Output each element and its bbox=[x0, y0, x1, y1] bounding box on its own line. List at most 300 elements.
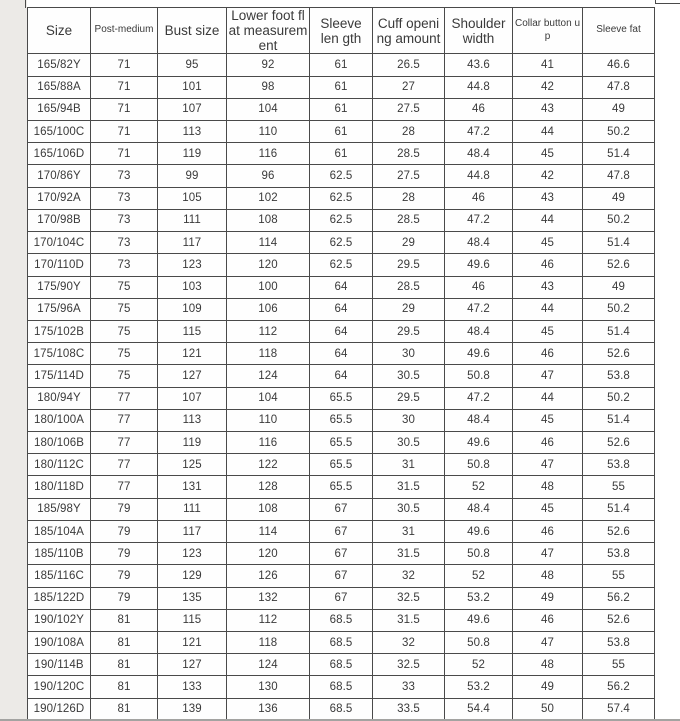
table-cell-post-medium: 71 bbox=[91, 54, 158, 76]
table-cell-bust-size: 123 bbox=[158, 254, 227, 276]
table-cell-sleeve-length: 67 bbox=[310, 587, 373, 609]
table-row bbox=[28, 565, 655, 587]
table-cell-bust-size: 119 bbox=[158, 432, 227, 454]
table-cell-bust-size: 115 bbox=[158, 320, 227, 342]
table-cell-size: 175/114D bbox=[28, 365, 91, 387]
table-cell-cuff-opening: 29 bbox=[373, 298, 445, 320]
table-cell-collar-button-up: 48 bbox=[513, 565, 583, 587]
table-cell-lower-foot: 114 bbox=[227, 520, 310, 542]
table-cell-sleeve-length: 68.5 bbox=[310, 654, 373, 676]
table-cell-sleeve-length: 61 bbox=[310, 143, 373, 165]
table-cell-collar-button-up: 47 bbox=[513, 632, 583, 654]
table-cell-size: 180/100A bbox=[28, 409, 91, 431]
table-row bbox=[28, 698, 655, 720]
table-cell-shoulder-width: 47.2 bbox=[445, 387, 513, 409]
table-cell-sleeve-fat: 49 bbox=[583, 276, 655, 298]
table-cell-sleeve-length: 64 bbox=[310, 320, 373, 342]
table-cell-shoulder-width: 46 bbox=[445, 276, 513, 298]
table-header bbox=[28, 8, 655, 54]
table-cell-cuff-opening: 33.5 bbox=[373, 698, 445, 720]
table-cell-cuff-opening: 29.5 bbox=[373, 320, 445, 342]
table-cell-shoulder-width: 48.4 bbox=[445, 498, 513, 520]
table-cell-lower-foot: 116 bbox=[227, 143, 310, 165]
table-cell-shoulder-width: 49.6 bbox=[445, 609, 513, 631]
table-cell-bust-size: 117 bbox=[158, 520, 227, 542]
table-cell-shoulder-width: 44.8 bbox=[445, 165, 513, 187]
table-cell-shoulder-width: 50.8 bbox=[445, 365, 513, 387]
table-cell-cuff-opening: 28 bbox=[373, 120, 445, 142]
table-cell-cuff-opening: 30.5 bbox=[373, 365, 445, 387]
table-cell-shoulder-width: 46 bbox=[445, 98, 513, 120]
table-cell-post-medium: 75 bbox=[91, 298, 158, 320]
table-cell-shoulder-width: 49.6 bbox=[445, 343, 513, 365]
table-row bbox=[28, 498, 655, 520]
table-cell-collar-button-up: 45 bbox=[513, 143, 583, 165]
table-cell-lower-foot: 120 bbox=[227, 543, 310, 565]
table-cell-post-medium: 77 bbox=[91, 432, 158, 454]
table-cell-lower-foot: 112 bbox=[227, 320, 310, 342]
table-cell-size: 180/112C bbox=[28, 454, 91, 476]
table-cell-sleeve-fat: 52.6 bbox=[583, 520, 655, 542]
table-cell-sleeve-fat: 51.4 bbox=[583, 232, 655, 254]
table-cell-sleeve-fat: 51.4 bbox=[583, 143, 655, 165]
table-cell-post-medium: 77 bbox=[91, 454, 158, 476]
left-margin bbox=[0, 0, 27, 721]
table-cell-bust-size: 127 bbox=[158, 654, 227, 676]
table-cell-post-medium: 71 bbox=[91, 98, 158, 120]
table-cell-bust-size: 135 bbox=[158, 587, 227, 609]
table-cell-sleeve-fat: 52.6 bbox=[583, 254, 655, 276]
table-row bbox=[28, 276, 655, 298]
table-cell-bust-size: 121 bbox=[158, 343, 227, 365]
table-cell-cuff-opening: 33 bbox=[373, 676, 445, 698]
table-cell-lower-foot: 124 bbox=[227, 654, 310, 676]
table-cell-size: 180/94Y bbox=[28, 387, 91, 409]
table-cell-sleeve-fat: 52.6 bbox=[583, 343, 655, 365]
table-cell-post-medium: 77 bbox=[91, 409, 158, 431]
table-cell-collar-button-up: 46 bbox=[513, 254, 583, 276]
header-row bbox=[28, 8, 655, 54]
size-chart-table bbox=[27, 7, 655, 721]
table-cell-shoulder-width: 53.2 bbox=[445, 587, 513, 609]
table-cell-size: 190/102Y bbox=[28, 609, 91, 631]
table-cell-collar-button-up: 44 bbox=[513, 298, 583, 320]
table-cell-sleeve-fat: 51.4 bbox=[583, 320, 655, 342]
table-cell-sleeve-fat: 53.8 bbox=[583, 365, 655, 387]
table-cell-post-medium: 81 bbox=[91, 676, 158, 698]
table-cell-sleeve-fat: 56.2 bbox=[583, 587, 655, 609]
table-cell-collar-button-up: 46 bbox=[513, 432, 583, 454]
table-cell-lower-foot: 122 bbox=[227, 454, 310, 476]
table-cell-collar-button-up: 46 bbox=[513, 609, 583, 631]
table-cell-size: 165/82Y bbox=[28, 54, 91, 76]
table-cell-post-medium: 81 bbox=[91, 632, 158, 654]
table-row bbox=[28, 454, 655, 476]
column-header-size: Size bbox=[28, 8, 91, 54]
table-cell-post-medium: 75 bbox=[91, 343, 158, 365]
table-cell-size: 190/120C bbox=[28, 676, 91, 698]
column-header-bust-size: Bust size bbox=[158, 8, 227, 54]
table-cell-size: 170/92A bbox=[28, 187, 91, 209]
table-cell-sleeve-length: 68.5 bbox=[310, 609, 373, 631]
table-row bbox=[28, 143, 655, 165]
table-cell-lower-foot: 104 bbox=[227, 98, 310, 120]
table-cell-sleeve-length: 68.5 bbox=[310, 676, 373, 698]
table-cell-collar-button-up: 45 bbox=[513, 409, 583, 431]
table-cell-size: 170/98B bbox=[28, 209, 91, 231]
table-cell-collar-button-up: 50 bbox=[513, 698, 583, 720]
table-cell-collar-button-up: 46 bbox=[513, 520, 583, 542]
table-cell-sleeve-length: 67 bbox=[310, 543, 373, 565]
table-cell-cuff-opening: 31 bbox=[373, 454, 445, 476]
table-cell-size: 190/108A bbox=[28, 632, 91, 654]
table-cell-cuff-opening: 27.5 bbox=[373, 98, 445, 120]
table-row bbox=[28, 298, 655, 320]
table-cell-lower-foot: 126 bbox=[227, 565, 310, 587]
table-cell-sleeve-fat: 53.8 bbox=[583, 543, 655, 565]
table-cell-sleeve-fat: 53.8 bbox=[583, 632, 655, 654]
column-header-post-medium: Post-medium bbox=[91, 8, 158, 54]
table-cell-bust-size: 129 bbox=[158, 565, 227, 587]
table-body bbox=[28, 54, 655, 721]
table-cell-shoulder-width: 47.2 bbox=[445, 209, 513, 231]
table-cell-bust-size: 117 bbox=[158, 232, 227, 254]
table-cell-cuff-opening: 31.5 bbox=[373, 609, 445, 631]
table-cell-lower-foot: 100 bbox=[227, 276, 310, 298]
table-cell-sleeve-fat: 52.6 bbox=[583, 609, 655, 631]
table-row bbox=[28, 654, 655, 676]
table-cell-sleeve-fat: 49 bbox=[583, 187, 655, 209]
table-cell-cuff-opening: 30.5 bbox=[373, 432, 445, 454]
table-cell-sleeve-fat: 52.6 bbox=[583, 432, 655, 454]
table-cell-size: 185/110B bbox=[28, 543, 91, 565]
column-header-collar-button-up: Collar button u p bbox=[513, 8, 583, 54]
table-row bbox=[28, 609, 655, 631]
table-cell-sleeve-length: 67 bbox=[310, 565, 373, 587]
table-cell-bust-size: 131 bbox=[158, 476, 227, 498]
table-cell-sleeve-fat: 50.2 bbox=[583, 120, 655, 142]
table-row bbox=[28, 365, 655, 387]
table-cell-bust-size: 103 bbox=[158, 276, 227, 298]
table-row bbox=[28, 76, 655, 98]
table-cell-post-medium: 79 bbox=[91, 565, 158, 587]
table-cell-collar-button-up: 43 bbox=[513, 98, 583, 120]
table-cell-sleeve-length: 64 bbox=[310, 365, 373, 387]
table-cell-cuff-opening: 28.5 bbox=[373, 276, 445, 298]
table-cell-sleeve-length: 62.5 bbox=[310, 187, 373, 209]
table-cell-collar-button-up: 42 bbox=[513, 76, 583, 98]
table-cell-bust-size: 119 bbox=[158, 143, 227, 165]
table-cell-shoulder-width: 48.4 bbox=[445, 320, 513, 342]
table-row bbox=[28, 632, 655, 654]
table-cell-shoulder-width: 49.6 bbox=[445, 520, 513, 542]
table-cell-sleeve-length: 65.5 bbox=[310, 432, 373, 454]
table-cell-sleeve-length: 61 bbox=[310, 120, 373, 142]
table-cell-collar-button-up: 44 bbox=[513, 209, 583, 231]
table-cell-size: 165/100C bbox=[28, 120, 91, 142]
table-cell-sleeve-fat: 47.8 bbox=[583, 165, 655, 187]
table-cell-cuff-opening: 30 bbox=[373, 409, 445, 431]
table-cell-size: 190/114B bbox=[28, 654, 91, 676]
table-row bbox=[28, 387, 655, 409]
table-row bbox=[28, 165, 655, 187]
table-cell-sleeve-fat: 56.2 bbox=[583, 676, 655, 698]
table-cell-lower-foot: 112 bbox=[227, 609, 310, 631]
table-cell-sleeve-length: 62.5 bbox=[310, 254, 373, 276]
table-cell-lower-foot: 102 bbox=[227, 187, 310, 209]
table-cell-sleeve-fat: 51.4 bbox=[583, 409, 655, 431]
table-cell-size: 180/106B bbox=[28, 432, 91, 454]
table-cell-size: 185/104A bbox=[28, 520, 91, 542]
table-row bbox=[28, 520, 655, 542]
table-cell-size: 180/118D bbox=[28, 476, 91, 498]
table-cell-bust-size: 101 bbox=[158, 76, 227, 98]
table-cell-shoulder-width: 50.8 bbox=[445, 454, 513, 476]
table-cell-sleeve-fat: 46.6 bbox=[583, 54, 655, 76]
table-cell-shoulder-width: 48.4 bbox=[445, 409, 513, 431]
table-cell-bust-size: 107 bbox=[158, 387, 227, 409]
table-cell-size: 165/106D bbox=[28, 143, 91, 165]
table-cell-sleeve-length: 61 bbox=[310, 98, 373, 120]
table-cell-sleeve-length: 65.5 bbox=[310, 387, 373, 409]
table-cell-collar-button-up: 41 bbox=[513, 54, 583, 76]
table-cell-post-medium: 79 bbox=[91, 498, 158, 520]
column-header-cuff-opening: Cuff openi ng amount bbox=[373, 8, 445, 54]
table-cell-post-medium: 81 bbox=[91, 698, 158, 720]
table-cell-lower-foot: 92 bbox=[227, 54, 310, 76]
table-row bbox=[28, 409, 655, 431]
table-cell-sleeve-fat: 47.8 bbox=[583, 76, 655, 98]
table-row bbox=[28, 676, 655, 698]
table-cell-post-medium: 75 bbox=[91, 320, 158, 342]
table-cell-sleeve-fat: 55 bbox=[583, 476, 655, 498]
table-cell-collar-button-up: 45 bbox=[513, 498, 583, 520]
table-cell-sleeve-fat: 50.2 bbox=[583, 387, 655, 409]
table-row bbox=[28, 187, 655, 209]
table-cell-sleeve-fat: 57.4 bbox=[583, 698, 655, 720]
table-cell-cuff-opening: 32 bbox=[373, 632, 445, 654]
table-cell-lower-foot: 96 bbox=[227, 165, 310, 187]
table-cell-sleeve-fat: 51.4 bbox=[583, 498, 655, 520]
table-cell-sleeve-fat: 53.8 bbox=[583, 454, 655, 476]
table-cell-cuff-opening: 28 bbox=[373, 187, 445, 209]
table-cell-collar-button-up: 49 bbox=[513, 587, 583, 609]
table-cell-collar-button-up: 48 bbox=[513, 654, 583, 676]
table-cell-bust-size: 95 bbox=[158, 54, 227, 76]
table-cell-size: 185/122D bbox=[28, 587, 91, 609]
table-cell-shoulder-width: 50.8 bbox=[445, 632, 513, 654]
table-cell-lower-foot: 124 bbox=[227, 365, 310, 387]
table-cell-size: 170/86Y bbox=[28, 165, 91, 187]
table-cell-post-medium: 79 bbox=[91, 543, 158, 565]
table-cell-post-medium: 73 bbox=[91, 165, 158, 187]
column-header-sleeve-fat: Sleeve fat bbox=[583, 8, 655, 54]
table-cell-bust-size: 111 bbox=[158, 498, 227, 520]
table-cell-sleeve-length: 68.5 bbox=[310, 698, 373, 720]
table-row bbox=[28, 432, 655, 454]
table-cell-shoulder-width: 49.6 bbox=[445, 432, 513, 454]
table-cell-bust-size: 133 bbox=[158, 676, 227, 698]
table-cell-post-medium: 75 bbox=[91, 365, 158, 387]
table-cell-bust-size: 107 bbox=[158, 98, 227, 120]
table-cell-shoulder-width: 48.4 bbox=[445, 232, 513, 254]
table-cell-shoulder-width: 49.6 bbox=[445, 254, 513, 276]
table-cell-shoulder-width: 44.8 bbox=[445, 76, 513, 98]
table-cell-shoulder-width: 52 bbox=[445, 654, 513, 676]
table-row bbox=[28, 343, 655, 365]
table-cell-size: 165/94B bbox=[28, 98, 91, 120]
table-cell-cuff-opening: 30.5 bbox=[373, 498, 445, 520]
table-cell-sleeve-length: 67 bbox=[310, 520, 373, 542]
table-cell-post-medium: 73 bbox=[91, 254, 158, 276]
table-cell-size: 175/96A bbox=[28, 298, 91, 320]
crop-artifact-top-right-horizontal bbox=[655, 3, 680, 4]
crop-artifact-top-left bbox=[25, 0, 26, 8]
table-cell-cuff-opening: 27 bbox=[373, 76, 445, 98]
table-cell-cuff-opening: 32 bbox=[373, 565, 445, 587]
table-row bbox=[28, 209, 655, 231]
table-cell-cuff-opening: 28.5 bbox=[373, 209, 445, 231]
table-row bbox=[28, 120, 655, 142]
table-cell-sleeve-length: 67 bbox=[310, 498, 373, 520]
table-cell-shoulder-width: 47.2 bbox=[445, 298, 513, 320]
table-cell-shoulder-width: 53.2 bbox=[445, 676, 513, 698]
table-cell-shoulder-width: 54.4 bbox=[445, 698, 513, 720]
table-cell-lower-foot: 132 bbox=[227, 587, 310, 609]
table-cell-sleeve-length: 64 bbox=[310, 276, 373, 298]
table-cell-sleeve-length: 65.5 bbox=[310, 476, 373, 498]
table-cell-collar-button-up: 44 bbox=[513, 120, 583, 142]
table-cell-lower-foot: 114 bbox=[227, 232, 310, 254]
table-cell-lower-foot: 108 bbox=[227, 498, 310, 520]
table-cell-lower-foot: 116 bbox=[227, 432, 310, 454]
table-cell-shoulder-width: 50.8 bbox=[445, 543, 513, 565]
table-row bbox=[28, 98, 655, 120]
table-cell-lower-foot: 118 bbox=[227, 343, 310, 365]
table-cell-lower-foot: 104 bbox=[227, 387, 310, 409]
table-cell-cuff-opening: 31.5 bbox=[373, 476, 445, 498]
table-cell-sleeve-fat: 49 bbox=[583, 98, 655, 120]
table-cell-size: 185/98Y bbox=[28, 498, 91, 520]
table-row bbox=[28, 476, 655, 498]
column-header-sleeve-length: Sleeve len gth bbox=[310, 8, 373, 54]
table-cell-post-medium: 75 bbox=[91, 276, 158, 298]
table-cell-size: 175/90Y bbox=[28, 276, 91, 298]
table-cell-post-medium: 77 bbox=[91, 387, 158, 409]
table-cell-lower-foot: 108 bbox=[227, 209, 310, 231]
table-cell-cuff-opening: 31 bbox=[373, 520, 445, 542]
table-cell-bust-size: 127 bbox=[158, 365, 227, 387]
column-header-shoulder-width: Shoulder width bbox=[445, 8, 513, 54]
table-cell-cuff-opening: 29 bbox=[373, 232, 445, 254]
table-cell-sleeve-fat: 50.2 bbox=[583, 209, 655, 231]
table-cell-post-medium: 73 bbox=[91, 209, 158, 231]
table-cell-bust-size: 111 bbox=[158, 209, 227, 231]
table-cell-collar-button-up: 46 bbox=[513, 343, 583, 365]
table-row bbox=[28, 587, 655, 609]
table-cell-shoulder-width: 48.4 bbox=[445, 143, 513, 165]
table-cell-cuff-opening: 29.5 bbox=[373, 254, 445, 276]
table-cell-cuff-opening: 32.5 bbox=[373, 587, 445, 609]
table-cell-sleeve-length: 68.5 bbox=[310, 632, 373, 654]
table-cell-post-medium: 79 bbox=[91, 587, 158, 609]
table-cell-collar-button-up: 47 bbox=[513, 454, 583, 476]
table-cell-lower-foot: 110 bbox=[227, 120, 310, 142]
table-cell-bust-size: 105 bbox=[158, 187, 227, 209]
table-cell-size: 175/102B bbox=[28, 320, 91, 342]
table-cell-sleeve-length: 65.5 bbox=[310, 454, 373, 476]
table-cell-lower-foot: 130 bbox=[227, 676, 310, 698]
table-cell-size: 165/88A bbox=[28, 76, 91, 98]
table-cell-collar-button-up: 49 bbox=[513, 676, 583, 698]
table-cell-cuff-opening: 32.5 bbox=[373, 654, 445, 676]
table-cell-post-medium: 73 bbox=[91, 187, 158, 209]
table-cell-collar-button-up: 47 bbox=[513, 543, 583, 565]
table-cell-sleeve-length: 62.5 bbox=[310, 165, 373, 187]
table-cell-shoulder-width: 52 bbox=[445, 565, 513, 587]
table-cell-post-medium: 71 bbox=[91, 143, 158, 165]
table-cell-size: 190/126D bbox=[28, 698, 91, 720]
table-cell-sleeve-length: 61 bbox=[310, 54, 373, 76]
table-row bbox=[28, 254, 655, 276]
table-cell-sleeve-fat: 55 bbox=[583, 654, 655, 676]
table-cell-bust-size: 109 bbox=[158, 298, 227, 320]
table-cell-size: 185/116C bbox=[28, 565, 91, 587]
table-cell-cuff-opening: 26.5 bbox=[373, 54, 445, 76]
table-cell-size: 170/104C bbox=[28, 232, 91, 254]
table-cell-size: 175/108C bbox=[28, 343, 91, 365]
table-cell-lower-foot: 120 bbox=[227, 254, 310, 276]
table-cell-shoulder-width: 46 bbox=[445, 187, 513, 209]
table-cell-post-medium: 77 bbox=[91, 476, 158, 498]
table-cell-sleeve-length: 64 bbox=[310, 343, 373, 365]
table-cell-lower-foot: 128 bbox=[227, 476, 310, 498]
table-row bbox=[28, 543, 655, 565]
table-cell-sleeve-length: 64 bbox=[310, 298, 373, 320]
table-cell-collar-button-up: 45 bbox=[513, 320, 583, 342]
table-cell-sleeve-length: 65.5 bbox=[310, 409, 373, 431]
table-cell-collar-button-up: 43 bbox=[513, 276, 583, 298]
table-cell-collar-button-up: 42 bbox=[513, 165, 583, 187]
table-cell-bust-size: 99 bbox=[158, 165, 227, 187]
table-cell-post-medium: 73 bbox=[91, 232, 158, 254]
table-cell-bust-size: 123 bbox=[158, 543, 227, 565]
table-cell-cuff-opening: 29.5 bbox=[373, 387, 445, 409]
table-row bbox=[28, 232, 655, 254]
table-cell-cuff-opening: 28.5 bbox=[373, 143, 445, 165]
table-cell-bust-size: 139 bbox=[158, 698, 227, 720]
table-row bbox=[28, 320, 655, 342]
table-cell-sleeve-length: 62.5 bbox=[310, 232, 373, 254]
table-cell-shoulder-width: 43.6 bbox=[445, 54, 513, 76]
table-cell-sleeve-length: 62.5 bbox=[310, 209, 373, 231]
table-cell-lower-foot: 136 bbox=[227, 698, 310, 720]
table-cell-collar-button-up: 45 bbox=[513, 232, 583, 254]
table-cell-post-medium: 71 bbox=[91, 76, 158, 98]
table-cell-sleeve-fat: 55 bbox=[583, 565, 655, 587]
table-cell-sleeve-fat: 50.2 bbox=[583, 298, 655, 320]
table-cell-sleeve-length: 61 bbox=[310, 76, 373, 98]
table-row bbox=[28, 54, 655, 76]
table-cell-cuff-opening: 27.5 bbox=[373, 165, 445, 187]
table-cell-post-medium: 79 bbox=[91, 520, 158, 542]
table-cell-post-medium: 81 bbox=[91, 609, 158, 631]
table-cell-size: 170/110D bbox=[28, 254, 91, 276]
table-cell-collar-button-up: 48 bbox=[513, 476, 583, 498]
table-cell-lower-foot: 106 bbox=[227, 298, 310, 320]
table-cell-collar-button-up: 44 bbox=[513, 387, 583, 409]
table-cell-bust-size: 125 bbox=[158, 454, 227, 476]
